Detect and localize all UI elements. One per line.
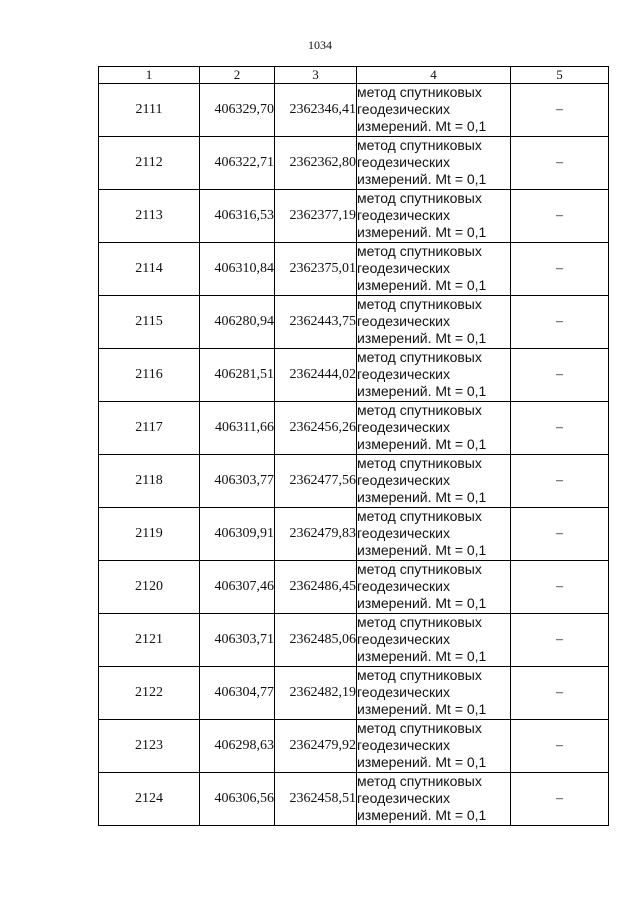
y-coordinate-cell: 2362456,26 — [275, 402, 357, 455]
y-coordinate-cell: 2362377,19 — [275, 190, 357, 243]
method-line-2: геодезических — [357, 260, 450, 276]
note-cell: – — [511, 773, 609, 826]
method-line-2: геодезических — [357, 684, 450, 700]
x-coordinate-cell: 406307,46 — [200, 561, 275, 614]
point-number-cell: 2118 — [99, 455, 200, 508]
x-coordinate-cell: 406280,94 — [200, 296, 275, 349]
table-row — [99, 349, 609, 402]
method-line-3: измерений. Mt = 0,1 — [357, 754, 487, 770]
table-row — [99, 720, 609, 773]
method-line-2: геодезических — [357, 419, 450, 435]
method-line-2: геодезических — [357, 472, 450, 488]
point-number-cell: 2119 — [99, 508, 200, 561]
method-line-1: метод спутниковых — [357, 243, 482, 259]
page-number: 1034 — [308, 38, 332, 52]
method-line-3: измерений. Mt = 0,1 — [357, 436, 487, 452]
method-cell — [357, 773, 511, 826]
method-line-3: измерений. Mt = 0,1 — [357, 277, 487, 293]
method-cell — [357, 614, 511, 667]
note-cell: – — [511, 296, 609, 349]
method-cell — [357, 190, 511, 243]
point-number-cell: 2112 — [99, 137, 200, 190]
method-line-3: измерений. Mt = 0,1 — [357, 648, 487, 664]
note-cell: – — [511, 614, 609, 667]
coordinates-table — [98, 66, 609, 826]
y-coordinate-cell: 2362444,02 — [275, 349, 357, 402]
x-coordinate-cell: 406316,53 — [200, 190, 275, 243]
method-line-1: метод спутниковых — [357, 614, 482, 630]
y-coordinate-cell: 2362346,41 — [275, 84, 357, 137]
point-number-cell: 2124 — [99, 773, 200, 826]
method-line-2: геодезических — [357, 525, 450, 541]
method-line-1: метод спутниковых — [357, 455, 482, 471]
method-cell — [357, 84, 511, 137]
table-row — [99, 561, 609, 614]
note-cell: – — [511, 349, 609, 402]
point-number-cell: 2122 — [99, 667, 200, 720]
x-coordinate-cell: 406298,63 — [200, 720, 275, 773]
table-row — [99, 190, 609, 243]
point-number-cell: 2113 — [99, 190, 200, 243]
column-header-5: 5 — [511, 67, 609, 84]
point-number-cell: 2114 — [99, 243, 200, 296]
x-coordinate-cell: 406303,77 — [200, 455, 275, 508]
column-header-2: 2 — [200, 67, 275, 84]
method-line-3: измерений. Mt = 0,1 — [357, 701, 487, 717]
x-coordinate-cell: 406310,84 — [200, 243, 275, 296]
y-coordinate-cell: 2362479,83 — [275, 508, 357, 561]
point-number-cell: 2123 — [99, 720, 200, 773]
note-cell: – — [511, 243, 609, 296]
y-coordinate-cell: 2362375,01 — [275, 243, 357, 296]
method-line-2: геодезических — [357, 154, 450, 170]
method-line-2: геодезических — [357, 313, 450, 329]
note-cell: – — [511, 455, 609, 508]
method-cell — [357, 349, 511, 402]
y-coordinate-cell: 2362443,75 — [275, 296, 357, 349]
method-cell — [357, 402, 511, 455]
table-row — [99, 455, 609, 508]
note-cell: – — [511, 190, 609, 243]
y-coordinate-cell: 2362486,45 — [275, 561, 357, 614]
point-number-cell: 2111 — [99, 84, 200, 137]
method-cell — [357, 296, 511, 349]
method-line-2: геодезических — [357, 207, 450, 223]
method-cell — [357, 243, 511, 296]
method-cell — [357, 455, 511, 508]
method-line-1: метод спутниковых — [357, 137, 482, 153]
y-coordinate-cell: 2362458,51 — [275, 773, 357, 826]
table-row — [99, 773, 609, 826]
point-number-cell: 2117 — [99, 402, 200, 455]
note-cell: – — [511, 720, 609, 773]
column-header-1: 1 — [99, 67, 200, 84]
method-cell — [357, 561, 511, 614]
method-cell — [357, 508, 511, 561]
method-line-1: метод спутниковых — [357, 84, 482, 100]
x-coordinate-cell: 406281,51 — [200, 349, 275, 402]
method-line-2: геодезических — [357, 578, 450, 594]
table-row — [99, 667, 609, 720]
y-coordinate-cell: 2362479,92 — [275, 720, 357, 773]
table-row — [99, 614, 609, 667]
method-line-2: геодезических — [357, 631, 450, 647]
x-coordinate-cell: 406322,71 — [200, 137, 275, 190]
column-header-3: 3 — [275, 67, 357, 84]
method-line-2: геодезических — [357, 366, 450, 382]
method-line-3: измерений. Mt = 0,1 — [357, 224, 487, 240]
x-coordinate-cell: 406304,77 — [200, 667, 275, 720]
method-line-2: геодезических — [357, 737, 450, 753]
method-line-1: метод спутниковых — [357, 349, 482, 365]
point-number-cell: 2120 — [99, 561, 200, 614]
note-cell: – — [511, 84, 609, 137]
note-cell: – — [511, 402, 609, 455]
x-coordinate-cell: 406309,91 — [200, 508, 275, 561]
method-cell — [357, 720, 511, 773]
method-line-1: метод спутниковых — [357, 402, 482, 418]
method-line-3: измерений. Mt = 0,1 — [357, 383, 487, 399]
method-line-3: измерений. Mt = 0,1 — [357, 542, 487, 558]
table-row — [99, 243, 609, 296]
method-line-3: измерений. Mt = 0,1 — [357, 595, 487, 611]
column-header-4: 4 — [357, 67, 511, 84]
point-number-cell: 2115 — [99, 296, 200, 349]
method-line-3: измерений. Mt = 0,1 — [357, 489, 487, 505]
table-row — [99, 296, 609, 349]
note-cell: – — [511, 137, 609, 190]
y-coordinate-cell: 2362482,19 — [275, 667, 357, 720]
table-row — [99, 84, 609, 137]
x-coordinate-cell: 406306,56 — [200, 773, 275, 826]
table-header-row — [99, 67, 609, 84]
method-line-1: метод спутниковых — [357, 720, 482, 736]
x-coordinate-cell: 406303,71 — [200, 614, 275, 667]
x-coordinate-cell: 406329,70 — [200, 84, 275, 137]
method-line-1: метод спутниковых — [357, 296, 482, 312]
method-cell — [357, 137, 511, 190]
method-line-1: метод спутниковых — [357, 773, 482, 789]
method-cell — [357, 667, 511, 720]
method-line-1: метод спутниковых — [357, 508, 482, 524]
table-body — [99, 84, 609, 826]
method-line-2: геодезических — [357, 101, 450, 117]
table-row — [99, 402, 609, 455]
y-coordinate-cell: 2362362,80 — [275, 137, 357, 190]
method-line-3: измерений. Mt = 0,1 — [357, 330, 487, 346]
note-cell: – — [511, 561, 609, 614]
point-number-cell: 2116 — [99, 349, 200, 402]
method-line-1: метод спутниковых — [357, 561, 482, 577]
method-line-3: измерений. Mt = 0,1 — [357, 171, 487, 187]
table-row — [99, 137, 609, 190]
method-line-3: измерений. Mt = 0,1 — [357, 118, 487, 134]
method-line-1: метод спутниковых — [357, 667, 482, 683]
table-row — [99, 508, 609, 561]
y-coordinate-cell: 2362477,56 — [275, 455, 357, 508]
method-line-1: метод спутниковых — [357, 190, 482, 206]
y-coordinate-cell: 2362485,06 — [275, 614, 357, 667]
method-line-2: геодезических — [357, 790, 450, 806]
note-cell: – — [511, 667, 609, 720]
point-number-cell: 2121 — [99, 614, 200, 667]
method-line-3: измерений. Mt = 0,1 — [357, 807, 487, 823]
note-cell: – — [511, 508, 609, 561]
x-coordinate-cell: 406311,66 — [200, 402, 275, 455]
